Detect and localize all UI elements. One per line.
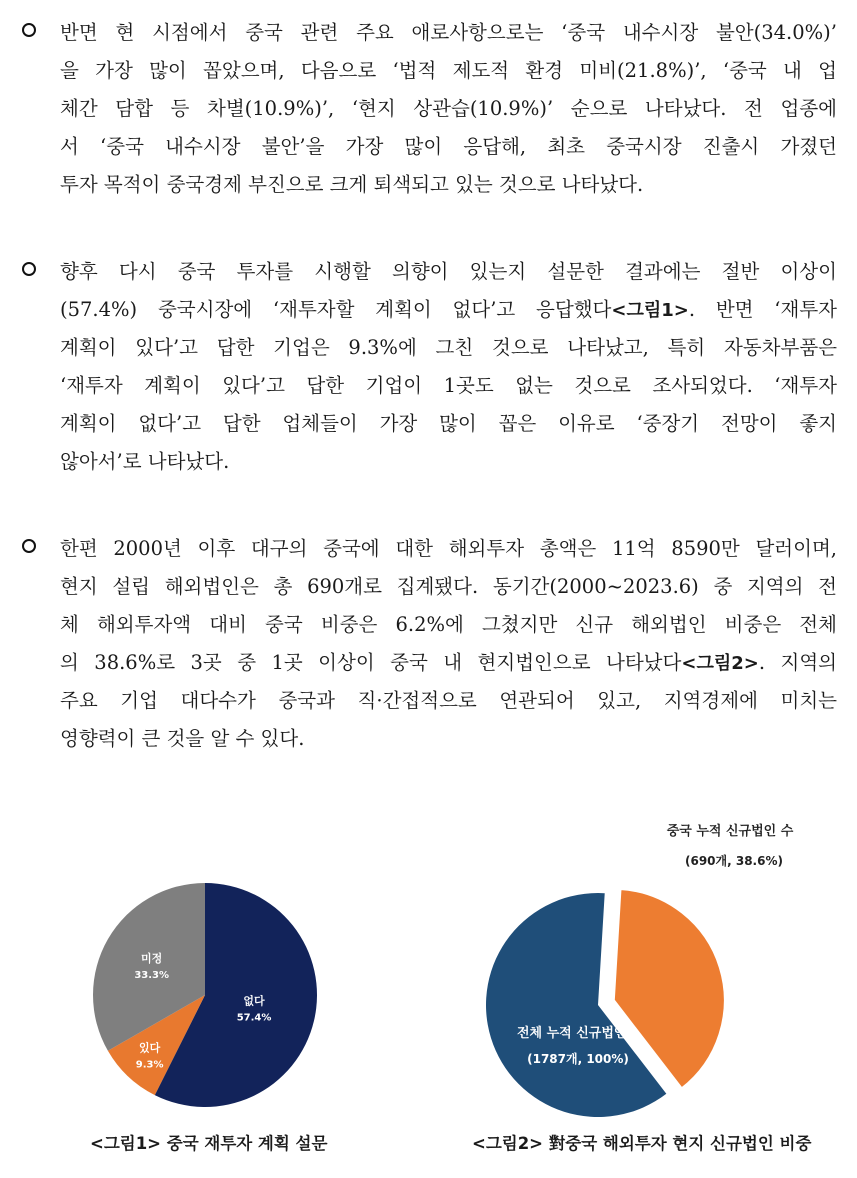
slice-value-label: 33.3% xyxy=(134,970,170,982)
bullet-circle-icon xyxy=(22,262,36,276)
pie-chart-reinvestment xyxy=(80,870,330,1120)
slice-value-label: 57.4% xyxy=(236,1012,272,1024)
figure-reference: <그림1> xyxy=(611,300,689,321)
figure-2-caption: <그림2> 對중국 해외투자 현지 신규법인 비중 xyxy=(472,1134,812,1153)
paragraph-line xyxy=(60,644,837,682)
slice-label: 미정 xyxy=(141,952,163,966)
paragraph-line: 않아서’로 나타났다. xyxy=(60,450,230,473)
paragraph-line: ‘재투자 계획이 있다’고 답한 기업이 1곳도 없는 것으로 조사되었다. ‘재투자 xyxy=(60,374,837,397)
paragraph-line: 체간 담합 등 차별(10.9%)’, ‘현지 상관습(10.9%)’ 순으로 나타났다. 전 업종에 xyxy=(60,97,837,120)
paragraph-line: 주요 기업 대다수가 중국과 직·간접적으로 연관되어 있고, 지역경제에 미치는 xyxy=(60,689,837,712)
paragraph-line: 영향력이 큰 것을 알 수 있다. xyxy=(60,727,305,750)
slice-value-label: 9.3% xyxy=(135,1059,164,1071)
paragraph-line: 향후 다시 중국 투자를 시행할 의향이 있는지 설문한 결과에는 절반 이상이 xyxy=(60,260,837,283)
paragraph-line: 계획이 없다’고 답한 업체들이 가장 많이 꼽은 이유로 ‘중장기 전망이 좋지 xyxy=(60,412,837,435)
paragraph-line: 한편 2000년 이후 대구의 중국에 대한 해외투자 총액은 11억 8590만 달러이며, xyxy=(60,537,837,560)
figure-1-chart xyxy=(80,870,330,1120)
pie-chart-new-corporations xyxy=(470,815,830,1120)
paragraph-line: 체 해외투자액 대비 중국 비중은 6.2%에 그쳤지만 신규 해외법인 비중은 전체 xyxy=(60,613,837,636)
figure-2-chart xyxy=(470,815,830,1120)
bullet-circle-icon xyxy=(22,539,36,553)
paragraph-text: 의 38.6%로 3곳 중 1곳 이상이 중국 내 현지법인으로 나타났다 xyxy=(60,651,682,674)
slice-label: 있다 xyxy=(138,1041,161,1055)
paragraph-line: 서 ‘중국 내수시장 불안’을 가장 많이 응답해, 최초 중국시장 진출시 가졌던 xyxy=(60,135,837,158)
china-share-count: (690개, 38.6%) xyxy=(685,854,783,868)
paragraph-text: . 반면 ‘재투자 xyxy=(688,298,837,321)
slice-label: 없다 xyxy=(243,994,265,1008)
figure-1-caption: <그림1> 중국 재투자 계획 설문 xyxy=(90,1134,328,1153)
paragraph-line: 을 가장 많이 꼽았으며, 다음으로 ‘법적 제도적 환경 미비(21.8%)’, ‘중국 내 업 xyxy=(60,59,837,82)
paragraph-line: 반면 현 시점에서 중국 관련 주요 애로사항으로는 ‘중국 내수시장 불안(34.0%)’ xyxy=(60,21,837,44)
paragraph-text: . 지역의 xyxy=(758,651,838,674)
total-share-label: 전체 누적 신규법인수 xyxy=(516,1026,640,1041)
paragraph-line: 계획이 있다’고 답한 기업은 9.3%에 그친 것으로 나타났고, 특히 자동차부품은 xyxy=(60,336,837,359)
total-share-count: (1787개, 100%) xyxy=(527,1052,629,1066)
paragraph-line xyxy=(60,291,837,329)
paragraph-text: (57.4%) 중국시장에 ‘재투자할 계획이 없다’고 응답했다 xyxy=(60,298,612,321)
figure-reference: <그림2> xyxy=(681,653,759,674)
paragraph-line: 현지 설립 해외법인은 총 690개로 집계됐다. 동기간(2000~2023.6) 중 지역의 전 xyxy=(60,575,837,598)
china-share-label: 중국 누적 신규법인 수 xyxy=(666,824,794,839)
paragraph-line: 투자 목적이 중국경제 부진으로 크게 퇴색되고 있는 것으로 나타났다. xyxy=(60,173,644,196)
bullet-circle-icon xyxy=(22,23,36,37)
